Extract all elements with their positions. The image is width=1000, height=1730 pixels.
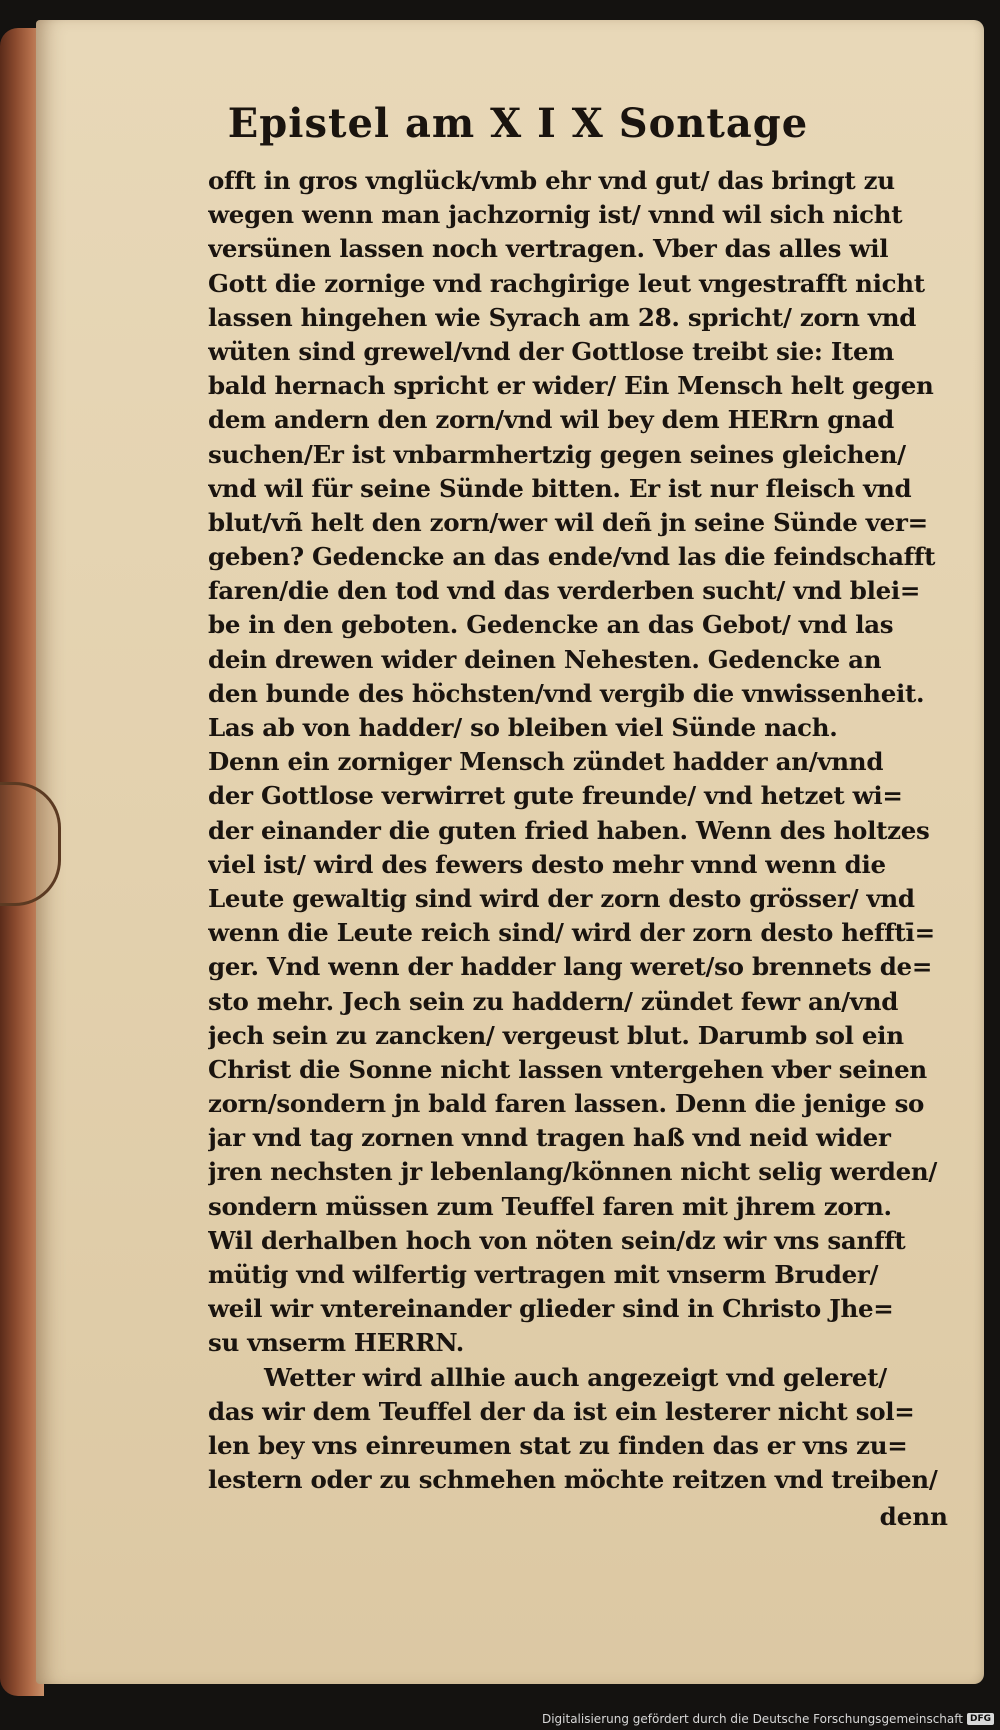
dfg-logo: DFG [967, 1713, 994, 1725]
text-line: wenn die Leute reich sind/ wird der zorn desto hefftī= [208, 918, 935, 948]
text-line: len bey vns einreumen stat zu finden das er vns zu= [208, 1430, 908, 1460]
text-line: lassen hingehen wie Syrach am 28. spricht/ zorn vnd [208, 302, 917, 332]
text-line: Leute gewaltig sind wird der zorn desto grösser/ vnd [208, 883, 915, 913]
text-line: faren/die den tod vnd das verderben sucht/ vnd blei= [208, 576, 921, 606]
text-line: mütig vnd wilfertig vertragen mit vnserm Bruder/ [208, 1260, 879, 1289]
text-line: Wetter wird allhie auch angezeigt vnd geleret/ [264, 1362, 887, 1392]
text-line: den bunde des höchsten/vnd vergib die vnwissenheit. [208, 678, 925, 708]
text-line: weil wir vntereinander glieder sind in Christo Jhe= [208, 1294, 894, 1324]
body-text [208, 164, 958, 1497]
footer-credit-text: Digitalisierung gefördert durch die Deutsche Forschungsgemeinschaft [541, 1712, 963, 1726]
text-line: das wir dem Teuffel der da ist ein lesterer nicht sol= [208, 1396, 915, 1426]
text-line: jech sein zu zancken/ vergeust blut. Darumb sol ein [208, 1020, 904, 1050]
text-line: sto mehr. Jech sein zu haddern/ zündet fewr an/vnd [208, 986, 899, 1016]
text-line: Wil derhalben hoch von nöten sein/dz wir vns sanfft [208, 1225, 906, 1255]
text-line: dem andern den zorn/vnd wil bey dem HERrn gnad [208, 405, 894, 435]
text-line: Las ab von hadder/ so bleiben viel Sünde nach. [208, 713, 838, 742]
text-line: Gott die zornige vnd rachgirige leut vngestrafft nicht [208, 268, 925, 298]
text-line: jar vnd tag zornen vnnd tragen haß vnd neid wider [208, 1123, 891, 1153]
text-line: der einander die guten fried haben. Wenn des holtzes [208, 815, 930, 845]
text-line: ger. Vnd wenn der hadder lang weret/so brennets de= [208, 952, 933, 982]
text-line: dein drewen wider deinen Nehesten. Gedencke an [208, 644, 882, 674]
text-line: sondern müssen zum Teuffel faren mit jhrem zorn. [208, 1191, 892, 1221]
text-line: Denn ein zorniger Mensch zündet hadder an/vnnd [208, 747, 884, 777]
text-line: wegen wenn man jachzornig ist/ vnnd wil sich nicht [208, 200, 903, 230]
text-line: geben? Gedencke an das ende/vnd las die feindschafft [208, 542, 936, 572]
text-line: der Gottlose verwirret gute freunde/ vnd hetzet wi= [208, 781, 903, 811]
page-title: Epistel am X I X Sontage [227, 100, 809, 147]
text-line: blut/vñ helt den zorn/wer wil deñ jn seine Sünde ver= [208, 507, 928, 537]
text-line: lestern oder zu schmehen möchte reitzen vnd treiben/ [208, 1465, 938, 1495]
text-line: viel ist/ wird des fewers desto mehr vnnd wenn die [208, 849, 886, 879]
bookmark-ribbon [0, 782, 61, 906]
catchword: denn [879, 1502, 948, 1531]
text-line: wüten sind grewel/vnd der Gottlose treibt sie: Item [208, 336, 894, 366]
text-line: be in den geboten. Gedencke an das Gebot/ vnd las [208, 610, 894, 640]
text-line: vnd wil für seine Sünde bitten. Er ist nur fleisch vnd [208, 473, 912, 503]
text-line: zorn/sondern jn bald faren lassen. Denn die jenige so [208, 1089, 925, 1119]
text-line: jren nechsten jr lebenlang/können nicht selig werden/ [208, 1157, 938, 1187]
text-line: Christ die Sonne nicht lassen vntergehen vber seinen [208, 1054, 927, 1084]
text-line: versünen lassen noch vertragen. Vber das alles wil [208, 234, 889, 264]
text-line: bald hernach spricht er wider/ Ein Mensch helt gegen [208, 371, 934, 401]
footer-credit [542, 1712, 994, 1726]
text-line: suchen/Er ist vnbarmhertzig gegen seines gleichen/ [208, 439, 906, 469]
text-line: offt in gros vnglück/vmb ehr vnd gut/ das bringt zu [208, 166, 895, 195]
text-line: su vnserm HERRN. [208, 1328, 465, 1358]
